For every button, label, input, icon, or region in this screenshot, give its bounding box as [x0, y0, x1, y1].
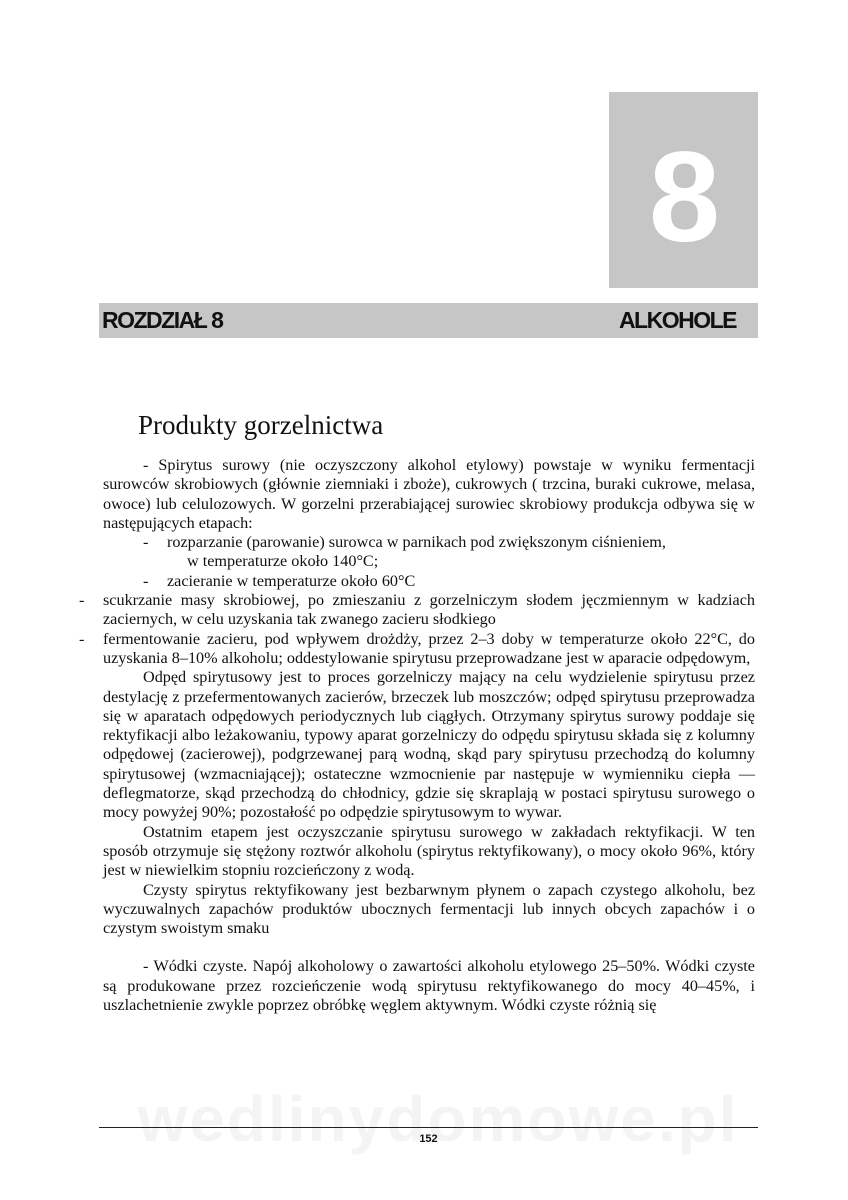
section-heading: Produkty gorzelnictwa — [138, 410, 384, 440]
list-item-continuation: w temperaturze około 140°C; — [187, 552, 379, 571]
list-item-text: scukrzanie masy skrobiowej, po zmieszaniu z gorzelniczym słodem jęczmiennym w kadziach zaciernych, w celu uzyskania tak zwanego zacieru słodkiego — [103, 591, 755, 629]
list-dash: - — [143, 533, 149, 552]
paragraph-wodki-czyste: - Wódki czyste. Napój alkoholowy o zawartości alkoholu etylowego 25–50%. Wódki czyste są produkowane przez rozcieńczenie wodą spirytusu rektyfikowanego do mocy 40–45%, i uszlachetnienie zwykle poprzez obróbkę węglem aktywnym. Wódki czyste różnią się — [103, 957, 755, 1015]
list-dash: - — [143, 571, 149, 590]
list-item-text: zacieranie w temperaturze około 60°C — [167, 571, 416, 590]
list-item — [103, 572, 755, 591]
chapter-header-bar — [99, 303, 758, 338]
paragraph-odped: Odpęd spirytusowy jest to proces gorzelniczy mający na celu wydzielenie spirytusu przez destylację z przefermentowanych zacierów, brzeczek lub moszczów; odpęd spirytusu przeprowadza się w aparatach odpędowych periodycznych lub ciągłych. Otrzymany spirytus surowy poddaje się rektyfikacji albo leżakowaniu, typowy aparat gorzelniczy do odpędu spirytusu składa się z kolumny odpędowej (zacierowej), podgrzewanej parą wodną, skąd pary spirytusu przechodzą do kolumny spirytusowej (wzmacniającej); ostateczne wzmocnienie par następuje w wymienniku ciepła — deflegmatorze, skąd przechodzą do chłodnicy, gdzie się skraplają w postaci spirytusu surowego o mocy powyżej 90%; pozostałość po odpędzie spirytusowym to wywar. — [103, 668, 755, 822]
chapter-number: 8 — [648, 126, 719, 269]
page-number: 152 — [419, 1133, 438, 1145]
chapter-title: ALKOHOLE — [618, 307, 736, 333]
list-item-text: rozparzanie (parowanie) surowca w parnikach pod zwiększonym ciśnieniem, — [167, 533, 666, 552]
list-dash: - — [79, 591, 85, 610]
paragraph-gap — [103, 938, 755, 957]
list-item — [103, 533, 755, 552]
footer-divider — [99, 1127, 758, 1128]
list-item — [79, 591, 755, 630]
paragraph-spirytus-rektyfikowany: Czysty spirytus rektyfikowany jest bezbarwnym płynem o zapach czystego alkoholu, bez wyczuwalnych zapachów produktów ubocznych fermentacji lub innych obcych zapachów i o czystym swoistym smaku — [103, 880, 755, 938]
chapter-number-box — [609, 92, 758, 288]
list-item-text: fermentowanie zacieru, pod wpływem drożdży, przez 2–3 doby w temperaturze około 22°C, do uzyskania 8–10% alkoholu; oddestylowanie spirytusu przeprowadzane jest w aparacie odpędowym, — [103, 629, 755, 667]
list-dash: - — [79, 629, 85, 648]
list-item — [79, 629, 755, 669]
body-text — [79, 456, 755, 1015]
paragraph-spirytus-surowy: - Spirytus surowy (nie oczyszczony alkohol etylowy) powstaje w wyniku fermentacji surowców skrobiowych (głównie ziemniaki i zboże), cukrowych ( trzcina, buraki cukrowe, melasa, owoce) lub celulozowych. W gorzelni przerabiającej surowiec skrobiowy produkcja odbywa się w następujących etapach: — [103, 456, 755, 532]
chapter-label: ROZDZIAŁ 8 — [102, 307, 223, 333]
paragraph-rektyfikacja: Ostatnim etapem jest oczyszczanie spirytusu surowego w zakładach rektyfikacji. W ten sposób otrzymuje się stężony roztwór alkoholu (spirytus rektyfikowany), o mocy około 96%, który jest w niewielkim stopniu rozcieńczony z wodą. — [103, 822, 755, 880]
